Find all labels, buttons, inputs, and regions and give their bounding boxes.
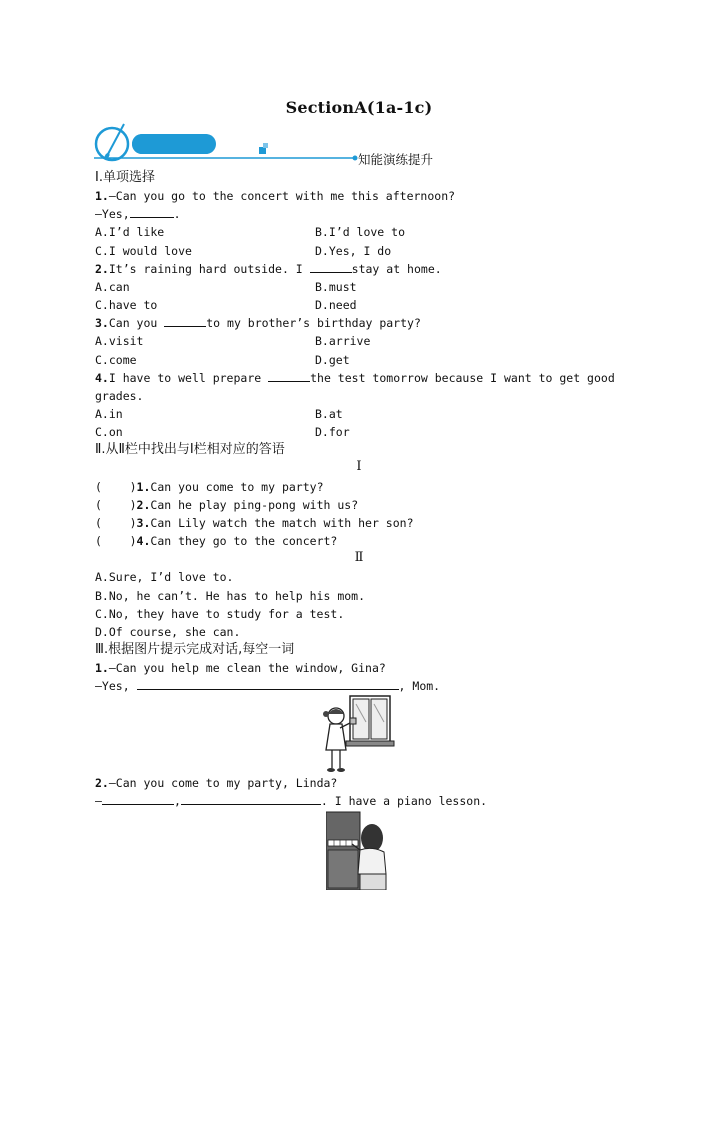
banner-label: 知能演练提升: [358, 152, 434, 167]
match-item-2: ( )2.Can he play ping-pong with us?: [95, 498, 359, 512]
answer-blank[interactable]: [310, 260, 352, 273]
answer-d: D.Of course, she can.: [95, 625, 241, 639]
brush-badge-icon: [96, 128, 128, 160]
question-3: 3.Can you to my brother’s birthday party?: [95, 316, 421, 330]
question-2: 2.It’s raining hard outside. I stay at home.: [95, 262, 442, 276]
answer-b: B.No, he can’t. He has to help his mom.: [95, 589, 366, 603]
column-1-label: Ⅰ: [356, 459, 362, 474]
q4-options-row1: A.in B.at: [95, 407, 343, 421]
match-item-4: ( )4.Can they go to the concert?: [95, 534, 338, 548]
q4-options-row2: C.on D.for: [95, 425, 350, 439]
q3-options-row2: C.come D.get: [95, 353, 350, 367]
answer-blank[interactable]: [164, 314, 206, 327]
p3-question-2-reply: — , . I have a piano lesson.: [95, 794, 488, 808]
q2-options-row1: A.can B.must: [95, 280, 357, 294]
part3-heading: Ⅲ.根据图片提示完成对话,每空一词: [95, 642, 295, 657]
q3-options-row1: A.visit B.arrive: [95, 334, 371, 348]
page-title: SectionA(1a-1c): [285, 98, 433, 117]
answer-blank[interactable]: [268, 369, 310, 382]
p3-question-1-reply: —Yes, , Mom.: [95, 679, 441, 693]
question-1-reply: —Yes, .: [95, 207, 181, 221]
q2-options-row2: C.have to D.need: [95, 298, 357, 312]
p3-question-1: 1.—Can you help me clean the window, Gina?: [95, 661, 386, 675]
answer-blank[interactable]: [130, 205, 174, 218]
answer-blank[interactable]: [102, 792, 174, 805]
answer-blank[interactable]: [137, 677, 399, 690]
match-item-1: ( )1.Can you come to my party?: [95, 480, 324, 494]
part1-heading: Ⅰ.单项选择: [95, 170, 155, 185]
answer-a: A.Sure, I’d love to.: [95, 570, 234, 584]
answer-blank[interactable]: [181, 792, 321, 805]
answer-c: C.No, they have to study for a test.: [95, 607, 345, 621]
question-4-cont: grades.: [95, 389, 144, 403]
p3-question-2: 2.—Can you come to my party, Linda?: [95, 776, 338, 790]
question-4: 4.I have to well prepare the test tomorrow because I want to get good: [95, 371, 615, 385]
girl-playing-piano-illustration: [326, 810, 388, 890]
q1-options-row1: A.I’d like B.I’d love to: [95, 225, 406, 239]
column-2-label: Ⅱ: [354, 550, 364, 565]
question-1: 1.—Can you go to the concert with me this afternoon?: [95, 189, 456, 203]
part2-heading: Ⅱ.从Ⅱ栏中找出与Ⅰ栏相对应的答语: [95, 442, 285, 457]
girl-cleaning-window-illustration: [320, 694, 396, 774]
match-item-3: ( )3.Can Lily watch the match with her son?: [95, 516, 414, 530]
q1-options-row2: C.I would love D.Yes, I do: [95, 244, 392, 258]
